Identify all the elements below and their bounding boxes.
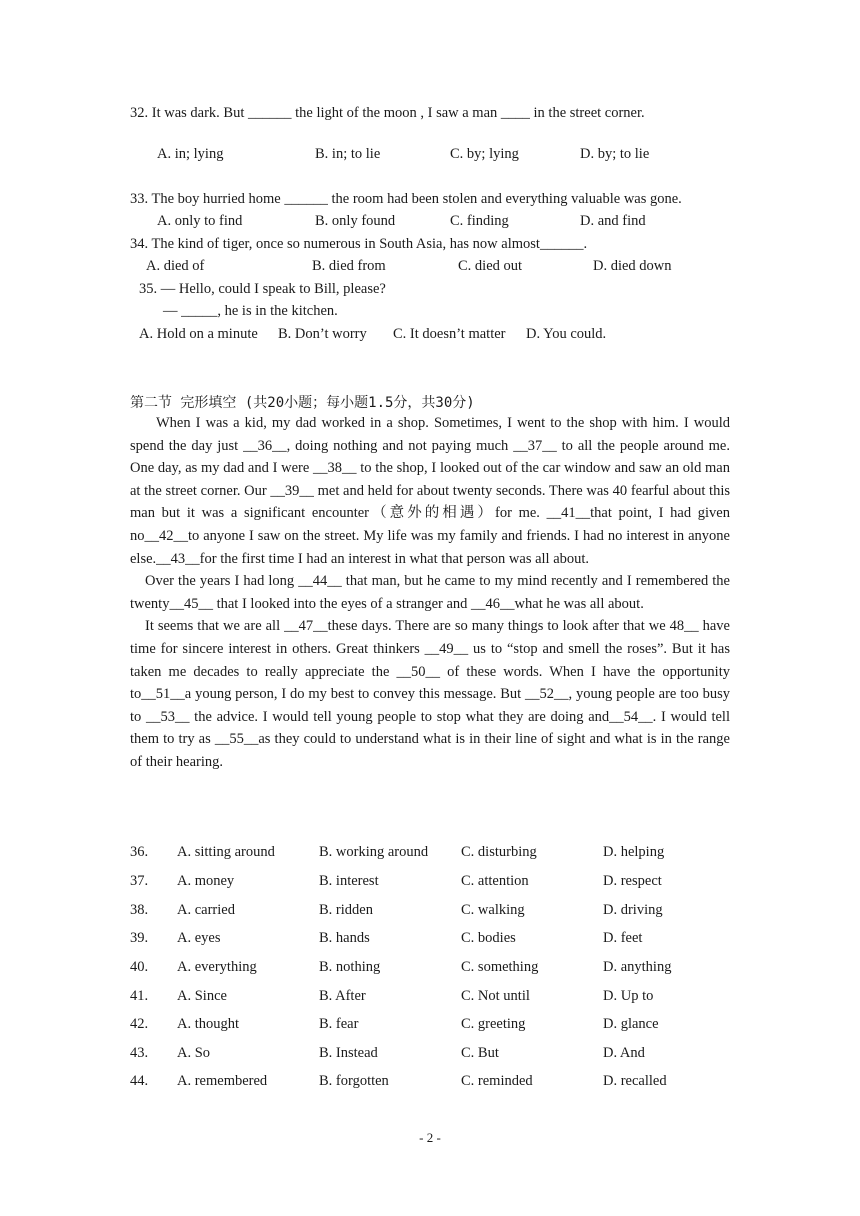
option-number: 43.	[130, 1045, 149, 1061]
q33-option-d: D. and find	[580, 213, 646, 229]
page-number: - 2 -	[419, 1130, 441, 1145]
section-title: 第二节 完形填空 (共20小题；每小题1.5分，共30分)	[130, 395, 475, 411]
option-d: D. helping	[603, 844, 665, 860]
option-c: C. reminded	[461, 1073, 533, 1089]
passage-paragraph-3: It seems that we are all __47__these days. There are so many things to look after that we 48__ have time for sincere interest in others. Great thinkers __49__ us to “stop and smell the roses”. But it has taken me decades to really appreciate the __50__ of these words. When I have the opportunity to__51__a young person, I do my best to convey this message. But __52__, young people are too busy to __53__ the advice. I would tell young people to stop what they are doing and__54__. I would tell them to try as __55__as they could to understand what is in their line of sight and what is in the range of their hearing.	[130, 618, 730, 770]
q34-option-b: B. died from	[312, 258, 386, 274]
option-number: 41.	[130, 988, 149, 1004]
q34-option-d: D. died down	[593, 258, 672, 274]
q35-option-b: B. Don’t worry	[278, 326, 367, 342]
question-33-stem: 33. The boy hurried home ______ the room had been stolen and everything valuable was gone.	[130, 191, 682, 207]
option-number: 40.	[130, 959, 149, 975]
option-b: B. ridden	[319, 902, 373, 918]
question-32-stem: 32. It was dark. But ______ the light of the moon , I saw a man ____ in the street corner.	[130, 105, 645, 121]
q32-option-b: B. in; to lie	[315, 146, 381, 162]
option-a: A. Since	[177, 988, 227, 1004]
option-c: C. greeting	[461, 1016, 526, 1032]
option-d: D. And	[603, 1045, 645, 1061]
option-c: C. walking	[461, 902, 525, 918]
option-d: D. feet	[603, 930, 643, 946]
option-b: B. nothing	[319, 959, 381, 975]
option-a: A. carried	[177, 902, 235, 918]
option-a: A. everything	[177, 959, 257, 975]
option-number: 36.	[130, 844, 149, 860]
question-35-reply: — _____, he is in the kitchen.	[163, 303, 338, 319]
option-d: D. glance	[603, 1016, 659, 1032]
option-d: D. driving	[603, 902, 663, 918]
option-number: 37.	[130, 873, 149, 889]
option-d: D. respect	[603, 873, 662, 889]
option-c: C. disturbing	[461, 844, 537, 860]
option-c: C. bodies	[461, 930, 516, 946]
question-34-stem: 34. The kind of tiger, once so numerous in South Asia, has now almost______.	[130, 236, 588, 252]
option-d: D. anything	[603, 959, 672, 975]
q34-option-c: C. died out	[458, 258, 523, 274]
option-a: A. sitting around	[177, 844, 275, 860]
cloze-passage	[130, 412, 730, 774]
option-number: 38.	[130, 902, 149, 918]
option-b: B. fear	[319, 1016, 359, 1032]
q35-option-d: D. You could.	[526, 326, 607, 342]
q33-option-a: A. only to find	[157, 213, 243, 229]
option-d: D. Up to	[603, 988, 654, 1004]
option-c: C. something	[461, 959, 539, 975]
q35-option-c: C. It doesn’t matter	[393, 326, 506, 342]
q33-option-c: C. finding	[450, 213, 509, 229]
option-c: C. attention	[461, 873, 529, 889]
option-b: B. After	[319, 988, 366, 1004]
q33-option-b: B. only found	[315, 213, 396, 229]
option-number: 44.	[130, 1073, 149, 1089]
q34-option-a: A. died of	[146, 258, 205, 274]
option-b: B. hands	[319, 930, 370, 946]
q32-option-d: D. by; to lie	[580, 146, 650, 162]
q32-option-a: A. in; lying	[157, 146, 224, 162]
option-d: D. recalled	[603, 1073, 667, 1089]
option-b: B. working around	[319, 844, 429, 860]
option-a: A. thought	[177, 1016, 240, 1032]
passage-paragraph-2: Over the years I had long __44__ that man, but he came to my mind recently and I remembered the twenty__45__ that I looked into the eyes of a stranger and __46__what he was all about.	[130, 573, 730, 612]
option-a: A. So	[177, 1045, 211, 1061]
passage-paragraph-1: When I was a kid, my dad worked in a shop. Sometimes, I went to the shop with him. I would spend the day just __36__, doing nothing and not paying much __37__ to all the people around me. One day, as my dad and I were __38__ to the shop, I looked out of the car window and saw an old man at the street corner. Our __39__ met and held for about twenty seconds. There was 40 fearful about this man but it was a significant encounter（意外的相遇）for me. __41__that point, I had given no__42__to anyone I saw on the street. My life was my family and friends. I had no interest in anyone else.__43__for the first time I had an interest in what that person was all about.	[130, 415, 730, 567]
option-b: B. interest	[319, 873, 379, 889]
option-a: A. money	[177, 873, 235, 889]
question-35-stem: 35. — Hello, could I speak to Bill, please?	[139, 281, 386, 297]
option-number: 39.	[130, 930, 149, 946]
q32-option-c: C. by; lying	[450, 146, 519, 162]
option-b: B. Instead	[319, 1045, 378, 1061]
option-c: C. Not until	[461, 988, 530, 1004]
option-number: 42.	[130, 1016, 149, 1032]
option-a: A. eyes	[177, 930, 221, 946]
q35-option-a: A. Hold on a minute	[139, 326, 258, 342]
option-a: A. remembered	[177, 1073, 268, 1089]
option-b: B. forgotten	[319, 1073, 389, 1089]
option-c: C. But	[461, 1045, 499, 1061]
